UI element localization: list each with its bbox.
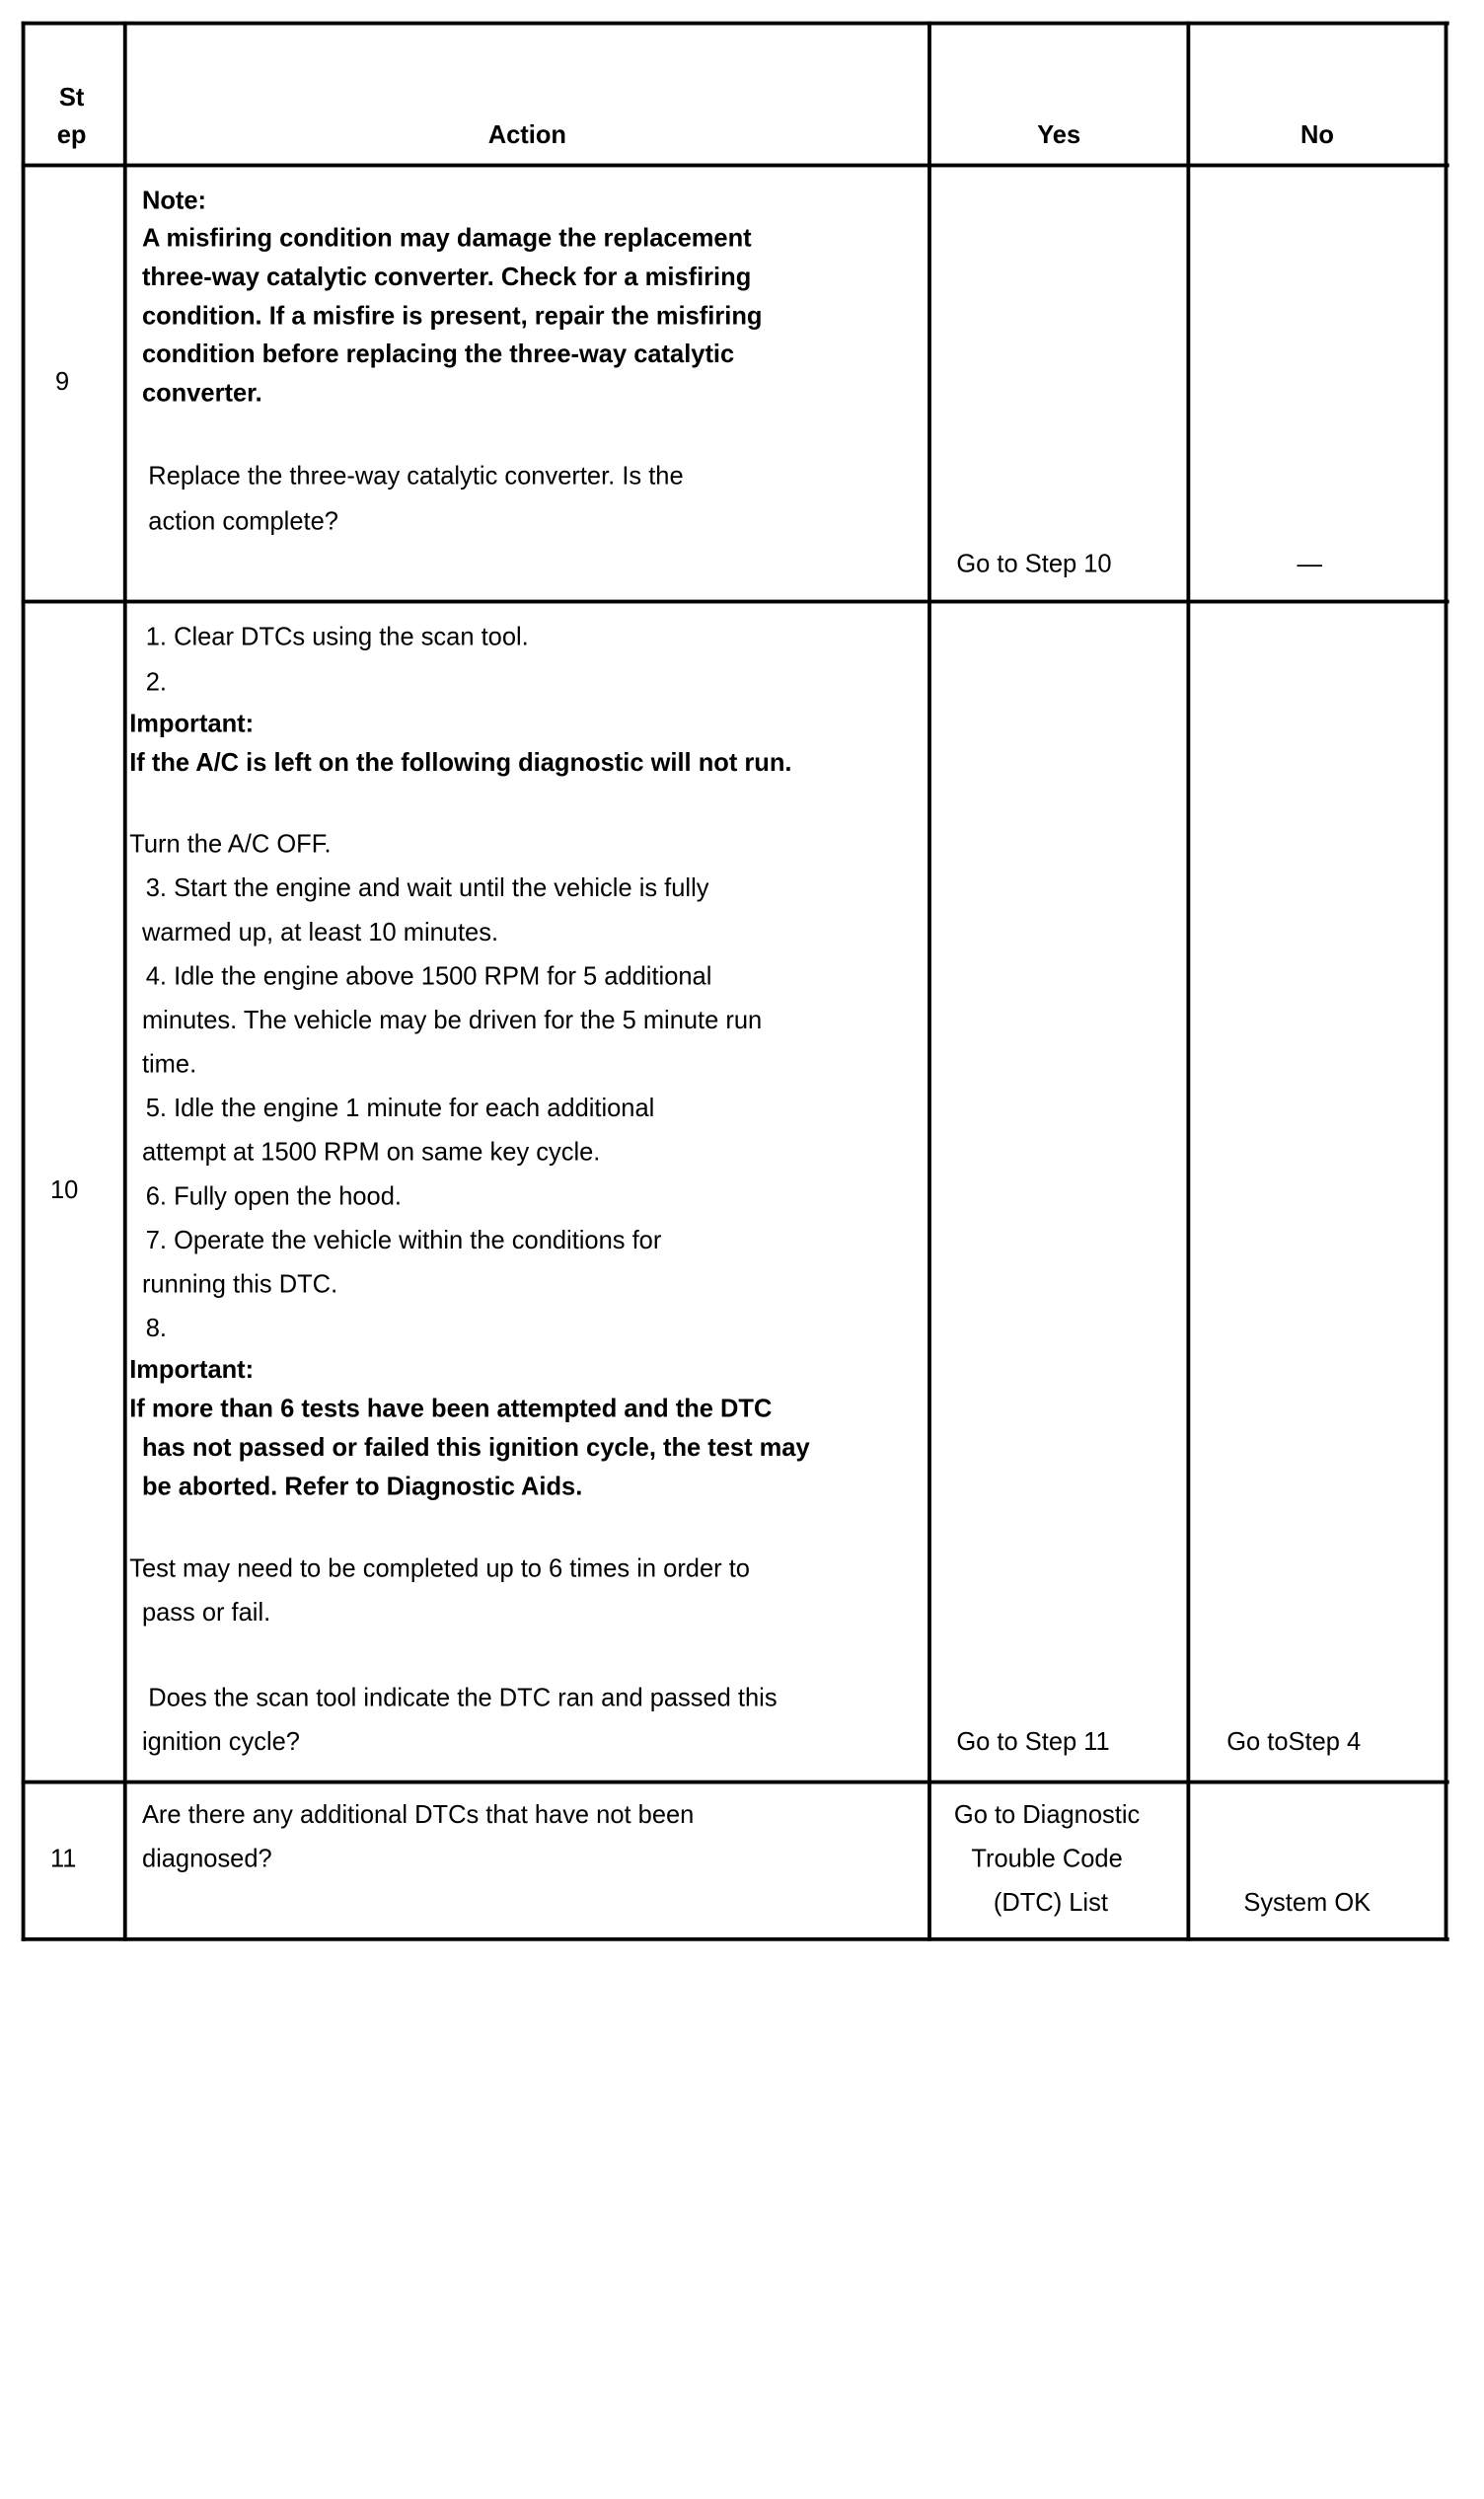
table-border-top (22, 22, 1449, 26)
action-line: 8. (145, 1315, 168, 1343)
action-line: 1. Clear DTCs using the scan tool. (145, 623, 529, 651)
header-action: Action (487, 121, 566, 150)
no-result: System OK (1243, 1889, 1372, 1918)
action-line: Replace the three-way catalytic converter. Is the (148, 462, 684, 491)
note-line: converter. (141, 379, 262, 408)
row-divider-9 (22, 600, 1449, 604)
note-line: condition. If a misfire is present, repair the misfiring (141, 302, 763, 332)
action-line: warmed up, at least 10 minutes. (141, 919, 499, 947)
action-line: minutes. The vehicle may be driven for the 5 minute run (141, 1007, 763, 1035)
table-border-bottom (22, 1937, 1449, 1941)
note-line: condition before replacing the three-way catalytic (141, 341, 735, 369)
header-no: No (1299, 121, 1334, 150)
note-label: Note: (141, 187, 207, 215)
row-divider-header (22, 164, 1449, 168)
header-step-line1: St (58, 84, 85, 113)
action-line: attempt at 1500 RPM on same key cycle. (141, 1139, 601, 1168)
step-number: 9 (55, 368, 70, 397)
note-line: three-way catalytic converter. Check for a misfiring (141, 264, 752, 292)
header-step-line2: ep (56, 121, 87, 150)
action-line: Test may need to be completed up to 6 times in order to (129, 1554, 750, 1583)
yes-result-line: Go to Diagnostic (953, 1801, 1141, 1830)
action-line: 6. Fully open the hood. (145, 1182, 402, 1211)
action-line: 5. Idle the engine 1 minute for each additional (145, 1095, 655, 1123)
column-divider-step (123, 22, 127, 1941)
action-line: pass or fail. (141, 1599, 271, 1628)
action-line: Are there any additional DTCs that have not been (141, 1801, 695, 1830)
important-line: be aborted. Refer to Diagnostic Aids. (141, 1473, 583, 1501)
column-divider-action (928, 22, 931, 1941)
action-line: Turn the A/C OFF. (129, 830, 332, 860)
important-line: If the A/C is left on the following diagnostic will not run. (129, 749, 792, 778)
row-divider-10 (22, 1780, 1449, 1784)
action-line: running this DTC. (141, 1270, 338, 1299)
table-border-right (1445, 22, 1448, 1941)
action-line: diagnosed? (141, 1845, 272, 1873)
action-line: action complete? (148, 507, 338, 536)
action-line: 2. (145, 668, 168, 697)
action-line: ignition cycle? (141, 1728, 300, 1757)
yes-result-line: Trouble Code (971, 1845, 1123, 1873)
action-line: 4. Idle the engine above 1500 RPM for 5 additional (145, 962, 712, 991)
important-line: If more than 6 tests have been attempted and the DTC (129, 1395, 773, 1423)
action-line: 7. Operate the vehicle within the conditions for (145, 1227, 662, 1255)
table-border-left (22, 22, 26, 1941)
step-number: 10 (49, 1176, 79, 1205)
important-line: has not passed or failed this ignition cycle, the test may (141, 1434, 810, 1463)
no-result: — (1297, 550, 1323, 578)
column-divider-yes (1186, 22, 1190, 1941)
action-line: Does the scan tool indicate the DTC ran and passed this (148, 1684, 778, 1712)
important-label: Important: (129, 710, 255, 738)
yes-result: Go to Step 10 (956, 550, 1112, 578)
step-number: 11 (49, 1845, 77, 1873)
action-line: 3. Start the engine and wait until the vehicle is fully (145, 874, 709, 903)
header-yes: Yes (1037, 121, 1081, 150)
yes-result: Go to Step 11 (956, 1728, 1110, 1757)
no-result: Go toStep 4 (1226, 1728, 1362, 1757)
action-line: time. (141, 1050, 197, 1079)
yes-result-line: (DTC) List (993, 1889, 1108, 1918)
note-line: A misfiring condition may damage the replacement (141, 225, 752, 254)
important-label: Important: (129, 1356, 255, 1385)
